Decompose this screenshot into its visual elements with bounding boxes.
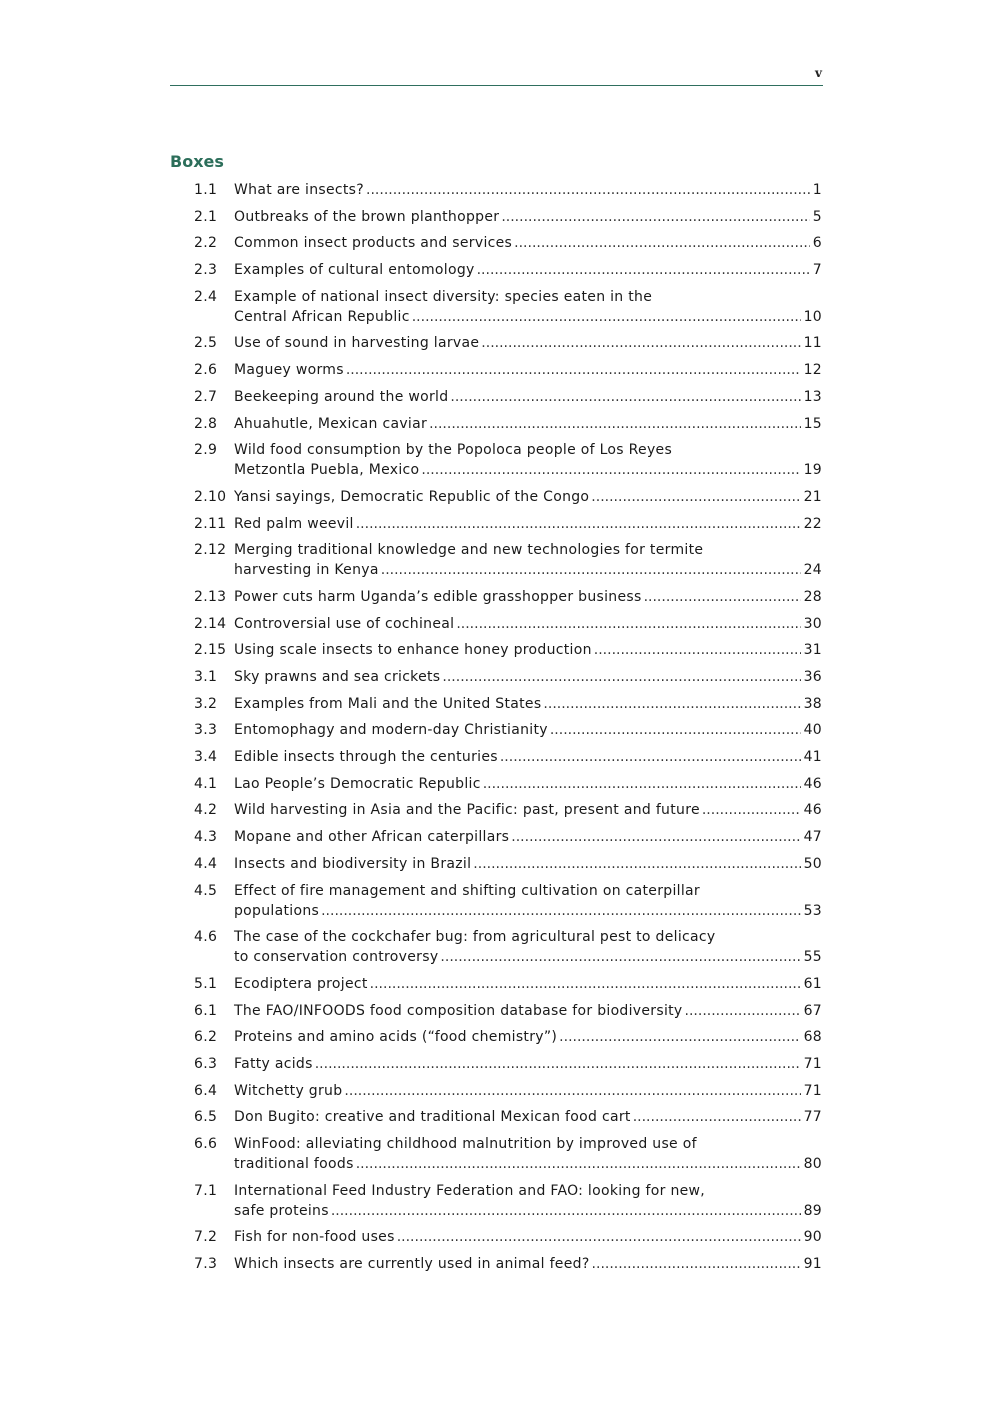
toc-entry[interactable] — [194, 1027, 822, 1047]
toc-entry-title: Examples of cultural entomology — [234, 262, 475, 279]
toc-entry-body — [234, 414, 822, 434]
toc-entry-last-line — [234, 414, 822, 434]
toc-entry-title: Common insect products and services — [234, 235, 513, 252]
toc-entry-last-line — [234, 800, 822, 820]
toc-entry-last-line — [234, 694, 822, 714]
toc-entry-body — [234, 1054, 822, 1074]
dot-leader — [543, 694, 800, 714]
toc-entry-title: Use of sound in harvesting larvae — [234, 335, 480, 352]
toc-entry[interactable] — [194, 260, 822, 280]
toc-entry-title: Central African Republic — [234, 308, 410, 325]
toc-entry-body — [234, 694, 822, 714]
toc-entry[interactable] — [194, 1107, 822, 1127]
dot-leader — [514, 233, 810, 253]
toc-entry-number: 3.3 — [194, 722, 218, 739]
toc-entry-number: 2.3 — [194, 262, 218, 279]
dot-leader — [633, 1107, 801, 1127]
dot-leader — [412, 307, 801, 327]
toc-entry-body — [234, 854, 822, 874]
toc-entry-last-line — [234, 747, 822, 767]
toc-entry-page-number: 41 — [803, 749, 822, 766]
toc-entry-number: 6.3 — [194, 1055, 218, 1072]
dot-leader — [331, 1201, 801, 1221]
toc-entry-page-number: 7 — [812, 262, 822, 279]
toc-entry-body — [234, 207, 822, 227]
dot-leader — [481, 333, 800, 353]
toc-entry-last-line — [234, 233, 822, 253]
toc-entry[interactable] — [194, 360, 822, 380]
toc-entry-page-number: 13 — [803, 388, 822, 405]
toc-entry-last-line — [234, 1081, 822, 1101]
toc-entry-number: 6.5 — [194, 1109, 218, 1126]
toc-entry-title: Insects and biodiversity in Brazil — [234, 855, 472, 872]
toc-entry-number: 2.11 — [194, 515, 227, 532]
toc-entry-body — [234, 233, 822, 253]
toc-entry-title: Using scale insects to enhance honey production — [234, 642, 592, 659]
dot-leader — [440, 947, 800, 967]
toc-entry-last-line — [234, 207, 822, 227]
toc-entry-last-line — [234, 560, 822, 580]
toc-entry-page-number: 38 — [803, 695, 822, 712]
toc-entry[interactable] — [194, 974, 822, 994]
toc-entry[interactable] — [194, 333, 822, 353]
toc-entry-page-number: 91 — [803, 1256, 822, 1273]
toc-entry-page-number: 15 — [803, 415, 822, 432]
toc-entry[interactable] — [194, 1001, 822, 1021]
toc-entry-title: Beekeeping around the world — [234, 388, 449, 405]
toc-entry[interactable] — [194, 414, 822, 434]
dot-leader — [344, 1081, 800, 1101]
toc-entry-number: 4.5 — [194, 882, 218, 899]
toc-entry-last-line — [234, 947, 822, 967]
toc-entry-title-line: Example of national insect diversity: species eaten in the — [234, 288, 653, 305]
dot-leader — [442, 667, 800, 687]
toc-entry-body — [234, 1227, 822, 1247]
toc-entry-number: 3.4 — [194, 749, 218, 766]
toc-entry-last-line — [234, 1027, 822, 1047]
toc-entry[interactable] — [194, 800, 822, 820]
toc-entry-last-line — [234, 640, 822, 660]
toc-entry-title-line: Effect of fire management and shifting cultivation on caterpillar — [234, 882, 700, 899]
toc-entry-body — [234, 1001, 822, 1021]
toc-entry-page-number: 47 — [803, 829, 822, 846]
toc-entry-title: Fish for non-food uses — [234, 1229, 395, 1246]
toc-entry-title: Maguey worms — [234, 362, 344, 379]
dot-leader — [366, 180, 810, 200]
toc-entry[interactable] — [194, 747, 822, 767]
toc-entry-page-number: 6 — [812, 235, 822, 252]
toc-entry[interactable] — [194, 640, 822, 660]
toc-entry[interactable] — [194, 207, 822, 227]
toc-entry[interactable] — [194, 1181, 822, 1221]
toc-entry-page-number: 89 — [803, 1202, 822, 1219]
toc-entry-page-number: 19 — [803, 462, 822, 479]
dot-leader — [644, 587, 801, 607]
toc-entry-body — [234, 287, 822, 327]
toc-entry-number: 6.4 — [194, 1082, 218, 1099]
toc-entry-page-number: 21 — [803, 488, 822, 505]
toc-entry-title-line: WinFood: alleviating childhood malnutrition by improved use of — [234, 1136, 697, 1152]
toc-entry[interactable] — [194, 881, 822, 921]
toc-entry-number: 2.1 — [194, 208, 218, 225]
toc-entry-page-number: 80 — [803, 1156, 822, 1172]
toc-entry-page-number: 10 — [803, 308, 822, 325]
toc-entry-last-line — [234, 901, 822, 921]
toc-entry[interactable] — [194, 720, 822, 740]
dot-leader — [685, 1001, 801, 1021]
toc-entry-last-line — [234, 307, 822, 327]
toc-entry-title: Edible insects through the centuries — [234, 749, 498, 766]
toc-entry[interactable] — [194, 540, 822, 580]
toc-entry-page-number: 61 — [803, 975, 822, 992]
toc-entry[interactable] — [194, 387, 822, 407]
toc-entry-number: 7.1 — [194, 1182, 218, 1199]
toc-entry-page-number: 40 — [803, 722, 822, 739]
toc-entry-title: Mopane and other African caterpillars — [234, 829, 510, 846]
toc-entry-title: Power cuts harm Uganda’s edible grasshopper business — [234, 588, 642, 605]
toc-entry-page-number: 36 — [803, 669, 822, 685]
dot-leader — [501, 207, 809, 227]
dot-leader — [370, 974, 801, 994]
toc-entry-number: 6.1 — [194, 1002, 218, 1019]
toc-entry-last-line — [234, 974, 822, 994]
toc-entry-title: safe proteins — [234, 1202, 329, 1219]
toc-entry-title: Examples from Mali and the United States — [234, 695, 542, 712]
toc-entry-number: 2.14 — [194, 615, 227, 632]
dot-leader — [321, 901, 800, 921]
toc-entry-title: Entomophagy and modern-day Christianity — [234, 722, 548, 739]
toc-entry-page-number: 46 — [803, 775, 822, 792]
toc-entry[interactable] — [194, 827, 822, 847]
toc-entry-last-line — [234, 333, 822, 353]
toc-entry-last-line — [234, 587, 822, 607]
toc-entry-body — [234, 881, 822, 921]
toc-entry-last-line — [234, 460, 822, 480]
toc-entry-title: The FAO/INFOODS food composition database for biodiversity — [234, 1002, 683, 1019]
toc-entry-title-line: The case of the cockchafer bug: from agricultural pest to delicacy — [234, 929, 716, 946]
toc-entry-number: 1.1 — [194, 182, 218, 198]
toc-entry[interactable] — [194, 667, 822, 687]
header-rule — [170, 85, 823, 86]
dot-leader — [592, 1254, 801, 1274]
toc-entry-body — [234, 540, 822, 580]
toc-entry-last-line — [234, 260, 822, 280]
dot-leader — [483, 774, 801, 794]
toc-entry-page-number: 90 — [803, 1229, 822, 1246]
toc-entry-body — [234, 774, 822, 794]
section-heading: Boxes — [170, 152, 224, 171]
toc-entry[interactable] — [194, 1054, 822, 1074]
toc-entry-body — [234, 1027, 822, 1047]
toc-entry-number: 2.7 — [194, 388, 218, 405]
toc-entry[interactable] — [194, 587, 822, 607]
toc-entry-body — [234, 974, 822, 994]
toc-entry-last-line — [234, 487, 822, 507]
toc-entry-page-number: 71 — [803, 1055, 822, 1072]
toc-entry-body — [234, 720, 822, 740]
toc-entry[interactable] — [194, 927, 822, 967]
dot-leader — [315, 1054, 801, 1074]
toc-entry-title: Red palm weevil — [234, 515, 354, 532]
toc-entry-last-line — [234, 1107, 822, 1127]
dot-leader — [356, 514, 801, 534]
toc-entry-title: traditional foods — [234, 1156, 354, 1172]
toc-entry[interactable] — [194, 287, 822, 327]
dot-leader — [429, 414, 801, 434]
toc-entry-number: 2.6 — [194, 362, 218, 379]
toc-entry-title-line: Merging traditional knowledge and new technologies for termite — [234, 542, 704, 559]
toc-entry-last-line — [234, 1154, 822, 1174]
toc-entry-body — [234, 747, 822, 767]
toc-entry[interactable] — [194, 1134, 822, 1174]
toc-entry[interactable] — [194, 514, 822, 534]
toc-entry-last-line — [234, 614, 822, 634]
toc-entry-number: 2.10 — [194, 488, 227, 505]
toc-entry-page-number: 68 — [803, 1029, 822, 1046]
dot-leader — [397, 1227, 801, 1247]
toc-entry-body — [234, 333, 822, 353]
toc-entry-page-number: 1 — [812, 182, 822, 198]
toc-list — [194, 180, 822, 1281]
toc-entry[interactable] — [194, 440, 822, 480]
toc-entry-body — [234, 1107, 822, 1127]
toc-entry-number: 6.6 — [194, 1136, 218, 1152]
toc-entry-last-line — [234, 1254, 822, 1274]
toc-entry-number: 2.5 — [194, 335, 218, 352]
toc-entry-page-number: 28 — [803, 588, 822, 605]
dot-leader — [473, 854, 800, 874]
dot-leader — [356, 1154, 801, 1174]
dot-leader — [346, 360, 801, 380]
toc-entry[interactable] — [194, 233, 822, 253]
toc-entry-last-line — [234, 1001, 822, 1021]
toc-entry-number: 2.4 — [194, 288, 218, 305]
toc-entry-page-number: 71 — [803, 1082, 822, 1099]
toc-entry-number: 2.8 — [194, 415, 218, 432]
toc-entry-number: 2.2 — [194, 235, 218, 252]
toc-entry-body — [234, 587, 822, 607]
dot-leader — [511, 827, 800, 847]
toc-entry-last-line — [234, 854, 822, 874]
dot-leader — [477, 260, 810, 280]
toc-entry-body — [234, 827, 822, 847]
toc-entry-body — [234, 387, 822, 407]
toc-entry-body — [234, 614, 822, 634]
toc-entry-last-line — [234, 1054, 822, 1074]
toc-entry-last-line — [234, 827, 822, 847]
toc-entry-last-line — [234, 387, 822, 407]
toc-entry-number: 2.13 — [194, 588, 227, 605]
toc-entry-page-number: 11 — [803, 335, 822, 352]
toc-entry-body — [234, 667, 822, 687]
toc-entry[interactable] — [194, 180, 822, 200]
dot-leader — [591, 487, 800, 507]
toc-entry[interactable] — [194, 774, 822, 794]
toc-entry-page-number: 30 — [803, 615, 822, 632]
toc-entry-title: to conservation controversy — [234, 949, 439, 966]
page-number: v — [815, 66, 822, 80]
dot-leader — [456, 614, 800, 634]
toc-entry-title: What are insects? — [234, 182, 365, 198]
toc-entry-title: Controversial use of cochineal — [234, 615, 455, 632]
dot-leader — [559, 1027, 800, 1047]
toc-entry-number: 4.3 — [194, 829, 218, 846]
toc-entry-page-number: 24 — [803, 562, 822, 579]
dot-leader — [421, 460, 800, 480]
toc-entry-body — [234, 260, 822, 280]
toc-entry-body — [234, 440, 822, 480]
toc-entry-last-line — [234, 720, 822, 740]
toc-entry-body — [234, 640, 822, 660]
toc-entry-number: 7.2 — [194, 1229, 218, 1246]
toc-entry-page-number: 53 — [803, 902, 822, 919]
toc-entry-title: populations — [234, 902, 320, 919]
toc-entry-number: 3.2 — [194, 695, 218, 712]
toc-entry-last-line — [234, 774, 822, 794]
toc-entry[interactable] — [194, 487, 822, 507]
toc-entry-number: 2.9 — [194, 442, 218, 459]
dot-leader — [381, 560, 801, 580]
toc-entry-page-number: 55 — [803, 949, 822, 966]
toc-entry-title: Which insects are currently used in animal feed? — [234, 1256, 590, 1273]
toc-entry-number: 6.2 — [194, 1029, 218, 1046]
toc-entry-page-number: 46 — [803, 802, 822, 819]
toc-entry-body — [234, 1081, 822, 1101]
toc-entry-number: 2.12 — [194, 542, 227, 559]
toc-entry-title: Yansi sayings, Democratic Republic of the Congo — [234, 488, 590, 505]
toc-entry-title: Proteins and amino acids (“food chemistry”) — [234, 1029, 558, 1046]
toc-entry-last-line — [234, 360, 822, 380]
toc-entry-title: Wild harvesting in Asia and the Pacific: past, present and future — [234, 802, 700, 819]
toc-entry-number: 4.2 — [194, 802, 218, 819]
toc-entry-body — [234, 487, 822, 507]
toc-entry-number: 7.3 — [194, 1256, 218, 1273]
dot-leader — [702, 800, 801, 820]
toc-entry-body — [234, 800, 822, 820]
toc-entry-body — [234, 1181, 822, 1221]
toc-entry-title: Metzontla Puebla, Mexico — [234, 462, 420, 479]
toc-entry-number: 3.1 — [194, 669, 218, 685]
toc-entry-title: Don Bugito: creative and traditional Mexican food cart — [234, 1109, 631, 1126]
toc-entry-number: 2.15 — [194, 642, 227, 659]
toc-entry[interactable] — [194, 1081, 822, 1101]
toc-entry-title-line: International Feed Industry Federation and FAO: looking for new, — [234, 1182, 706, 1199]
toc-entry[interactable] — [194, 1254, 822, 1274]
toc-entry-page-number: 50 — [803, 855, 822, 872]
toc-entry-number: 4.6 — [194, 929, 218, 946]
toc-entry-last-line — [234, 1227, 822, 1247]
toc-entry-title: Ecodiptera project — [234, 975, 368, 992]
toc-entry-body — [234, 180, 822, 200]
toc-entry-number: 4.1 — [194, 775, 218, 792]
dot-leader — [500, 747, 801, 767]
toc-entry-title: Witchetty grub — [234, 1082, 343, 1099]
toc-entry-page-number: 67 — [803, 1002, 822, 1019]
toc-entry[interactable] — [194, 854, 822, 874]
toc-entry-last-line — [234, 1201, 822, 1221]
toc-entry-body — [234, 514, 822, 534]
toc-entry-page-number: 22 — [803, 515, 822, 532]
toc-entry-title: Ahuahutle, Mexican caviar — [234, 415, 428, 432]
dot-leader — [450, 387, 800, 407]
toc-entry[interactable] — [194, 1227, 822, 1247]
dot-leader — [594, 640, 801, 660]
toc-entry-title-line: Wild food consumption by the Popoloca people of Los Reyes — [234, 442, 673, 459]
dot-leader — [550, 720, 801, 740]
toc-entry-body — [234, 1134, 822, 1174]
toc-entry-body — [234, 360, 822, 380]
toc-entry-number: 4.4 — [194, 855, 218, 872]
toc-entry-title: Fatty acids — [234, 1055, 313, 1072]
toc-entry[interactable] — [194, 614, 822, 634]
toc-entry-number: 5.1 — [194, 975, 218, 992]
toc-entry-page-number: 31 — [803, 642, 822, 659]
toc-entry-title: Outbreaks of the brown planthopper — [234, 208, 500, 225]
toc-entry-body — [234, 927, 822, 967]
toc-entry-page-number: 5 — [812, 208, 822, 225]
toc-entry-page-number: 12 — [803, 362, 822, 379]
toc-entry-last-line — [234, 180, 822, 200]
toc-entry-last-line — [234, 514, 822, 534]
toc-entry-body — [234, 1254, 822, 1274]
toc-entry-title: Lao People’s Democratic Republic — [234, 775, 481, 792]
toc-entry[interactable] — [194, 694, 822, 714]
toc-entry-title: Sky prawns and sea crickets — [234, 669, 441, 685]
toc-entry-title: harvesting in Kenya — [234, 562, 379, 579]
toc-entry-last-line — [234, 667, 822, 687]
toc-entry-page-number: 77 — [803, 1109, 822, 1126]
